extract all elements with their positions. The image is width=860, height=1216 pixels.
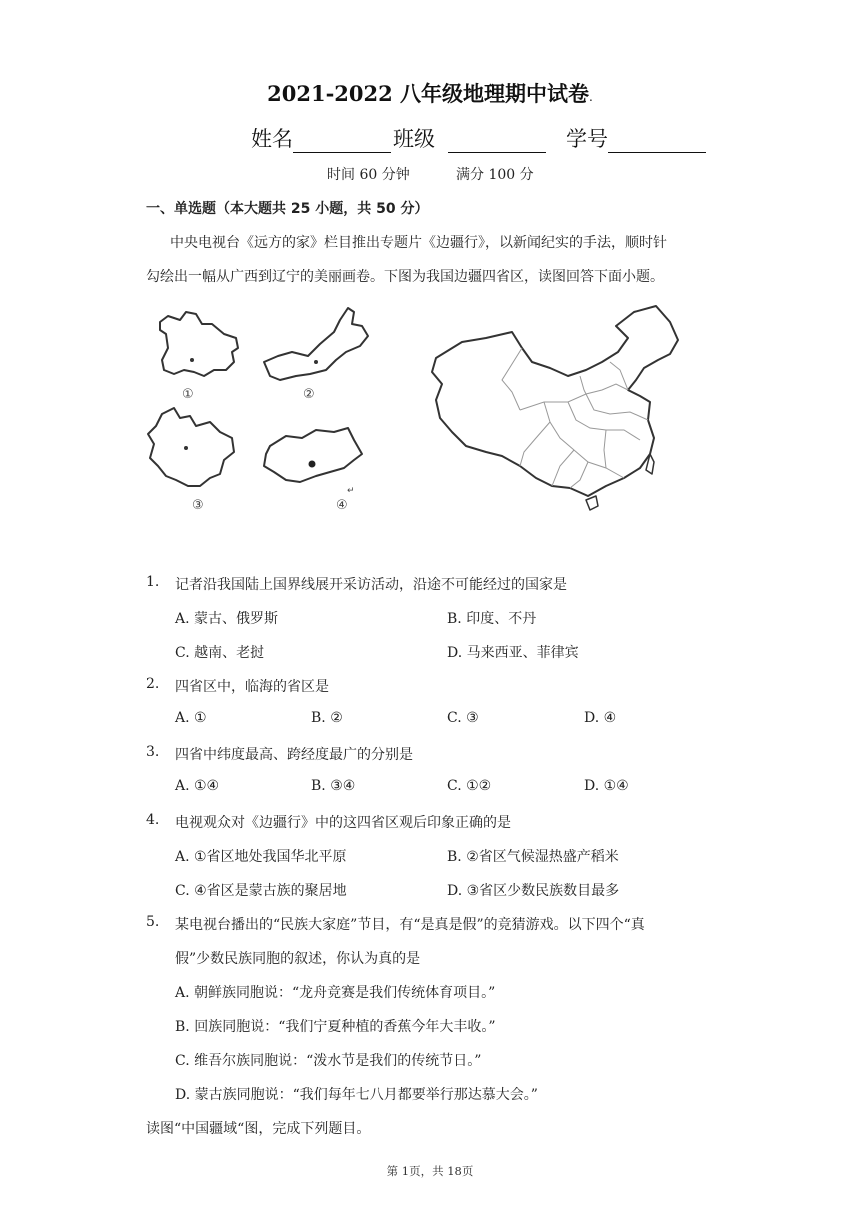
class-blank: [448, 130, 546, 153]
section-heading: 一、单选题（本大题共 25 小题，共 50 分）: [146, 201, 429, 217]
q4-option-b[interactable]: B. ②省区气候湿热盛产稻米: [447, 849, 619, 865]
exam-time: 时间 60 分钟: [327, 167, 410, 183]
province-4-outline: [264, 428, 362, 482]
intro-line-2: 勾绘出一幅从广西到辽宁的美丽画卷。下图为我国边疆四省区，读图回答下面小题。: [146, 269, 664, 285]
q1-option-b[interactable]: B. 印度、不丹: [447, 611, 537, 627]
q3-option-c[interactable]: C. ①②: [447, 778, 492, 794]
q2-option-a[interactable]: A. ①: [175, 710, 207, 726]
q2-option-d[interactable]: D. ④: [584, 710, 617, 726]
intro-line-1: 中央电视台《远方的家》栏目推出专题片《边疆行》，以新闻纪实的手法，顺时针: [170, 235, 667, 251]
name-blank: [293, 130, 391, 153]
question-2-text: 四省区中，临海的省区是: [175, 679, 329, 695]
exam-score: 满分 100 分: [456, 167, 534, 183]
name-field: [251, 123, 391, 153]
id-blank: [608, 130, 706, 153]
id-field: [566, 123, 706, 153]
question-2-number: 2.: [146, 676, 160, 692]
question-5-number: 5.: [146, 914, 160, 930]
q2-option-b[interactable]: B. ②: [311, 710, 343, 726]
province-1-outline: [160, 312, 238, 376]
closing-instruction: 读图“中国疆域“图，完成下列题目。: [146, 1121, 371, 1137]
q4-option-c[interactable]: C. ④省区是蒙古族的聚居地: [175, 883, 347, 899]
q5-option-b[interactable]: B. 回族同胞说：“我们宁夏种植的香蕉今年大丰收。”: [175, 1019, 496, 1035]
label-4: ④: [336, 498, 348, 513]
question-3-number: 3.: [146, 744, 160, 760]
page-title: 2021-2022 八年级地理期中试卷.: [267, 81, 593, 106]
question-5-text: 某电视台播出的“民族大家庭”节目，有“是真是假”的竞猜游戏。以下四个“真: [175, 917, 645, 933]
title-mark: .: [589, 90, 593, 104]
label-3: ③: [192, 498, 204, 513]
q3-option-a[interactable]: A. ①④: [175, 778, 220, 794]
q1-option-c[interactable]: C. 越南、老挝: [175, 645, 265, 661]
question-1-number: 1.: [146, 574, 160, 590]
question-1-text: 记者沿我国陆上国界线展开采访活动，沿途不可能经过的国家是: [175, 577, 567, 593]
q3-option-b[interactable]: B. ③④: [311, 778, 356, 794]
q5-option-c[interactable]: C. 维吾尔族同胞说：“泼水节是我们的传统节日。”: [175, 1053, 482, 1069]
q2-option-c[interactable]: C. ③: [447, 710, 479, 726]
name-label: 姓名: [251, 127, 293, 151]
q3-option-d[interactable]: D. ①④: [584, 778, 629, 794]
q5-option-a[interactable]: A. 朝鲜族同胞说：“龙舟竞赛是我们传统体育项目。”: [175, 985, 496, 1001]
question-5-text-line-2: 假”少数民族同胞的叙述，你认为真的是: [175, 951, 421, 967]
class-field: [393, 123, 546, 153]
q1-option-d[interactable]: D. 马来西亚、菲律宾: [447, 645, 579, 661]
question-4-text: 电视观众对《边疆行》中的这四省区观后印象正确的是: [175, 815, 511, 831]
label-2: ②: [303, 387, 315, 402]
label-1: ①: [182, 387, 194, 402]
china-map: [432, 306, 678, 510]
q4-option-a[interactable]: A. ①省区地处我国华北平原: [175, 849, 347, 865]
province-3-outline: [148, 408, 234, 486]
question-3-text: 四省中纬度最高、跨经度最广的分别是: [175, 747, 413, 763]
id-label: 学号: [566, 127, 608, 151]
small-mark: ↵: [347, 486, 355, 496]
province-2-outline: [264, 308, 368, 380]
q4-option-d[interactable]: D. ③省区少数民族数目最多: [447, 883, 620, 899]
page-footer: 第 1页，共 18页: [386, 1164, 474, 1178]
class-label: 班级: [393, 127, 435, 151]
province-map-figure: [140, 290, 700, 520]
question-4-number: 4.: [146, 812, 160, 828]
q5-option-d[interactable]: D. 蒙古族同胞说：“我们每年七八月都要举行那达慕大会。”: [175, 1087, 538, 1103]
q1-option-a[interactable]: A. 蒙古、俄罗斯: [175, 611, 279, 627]
